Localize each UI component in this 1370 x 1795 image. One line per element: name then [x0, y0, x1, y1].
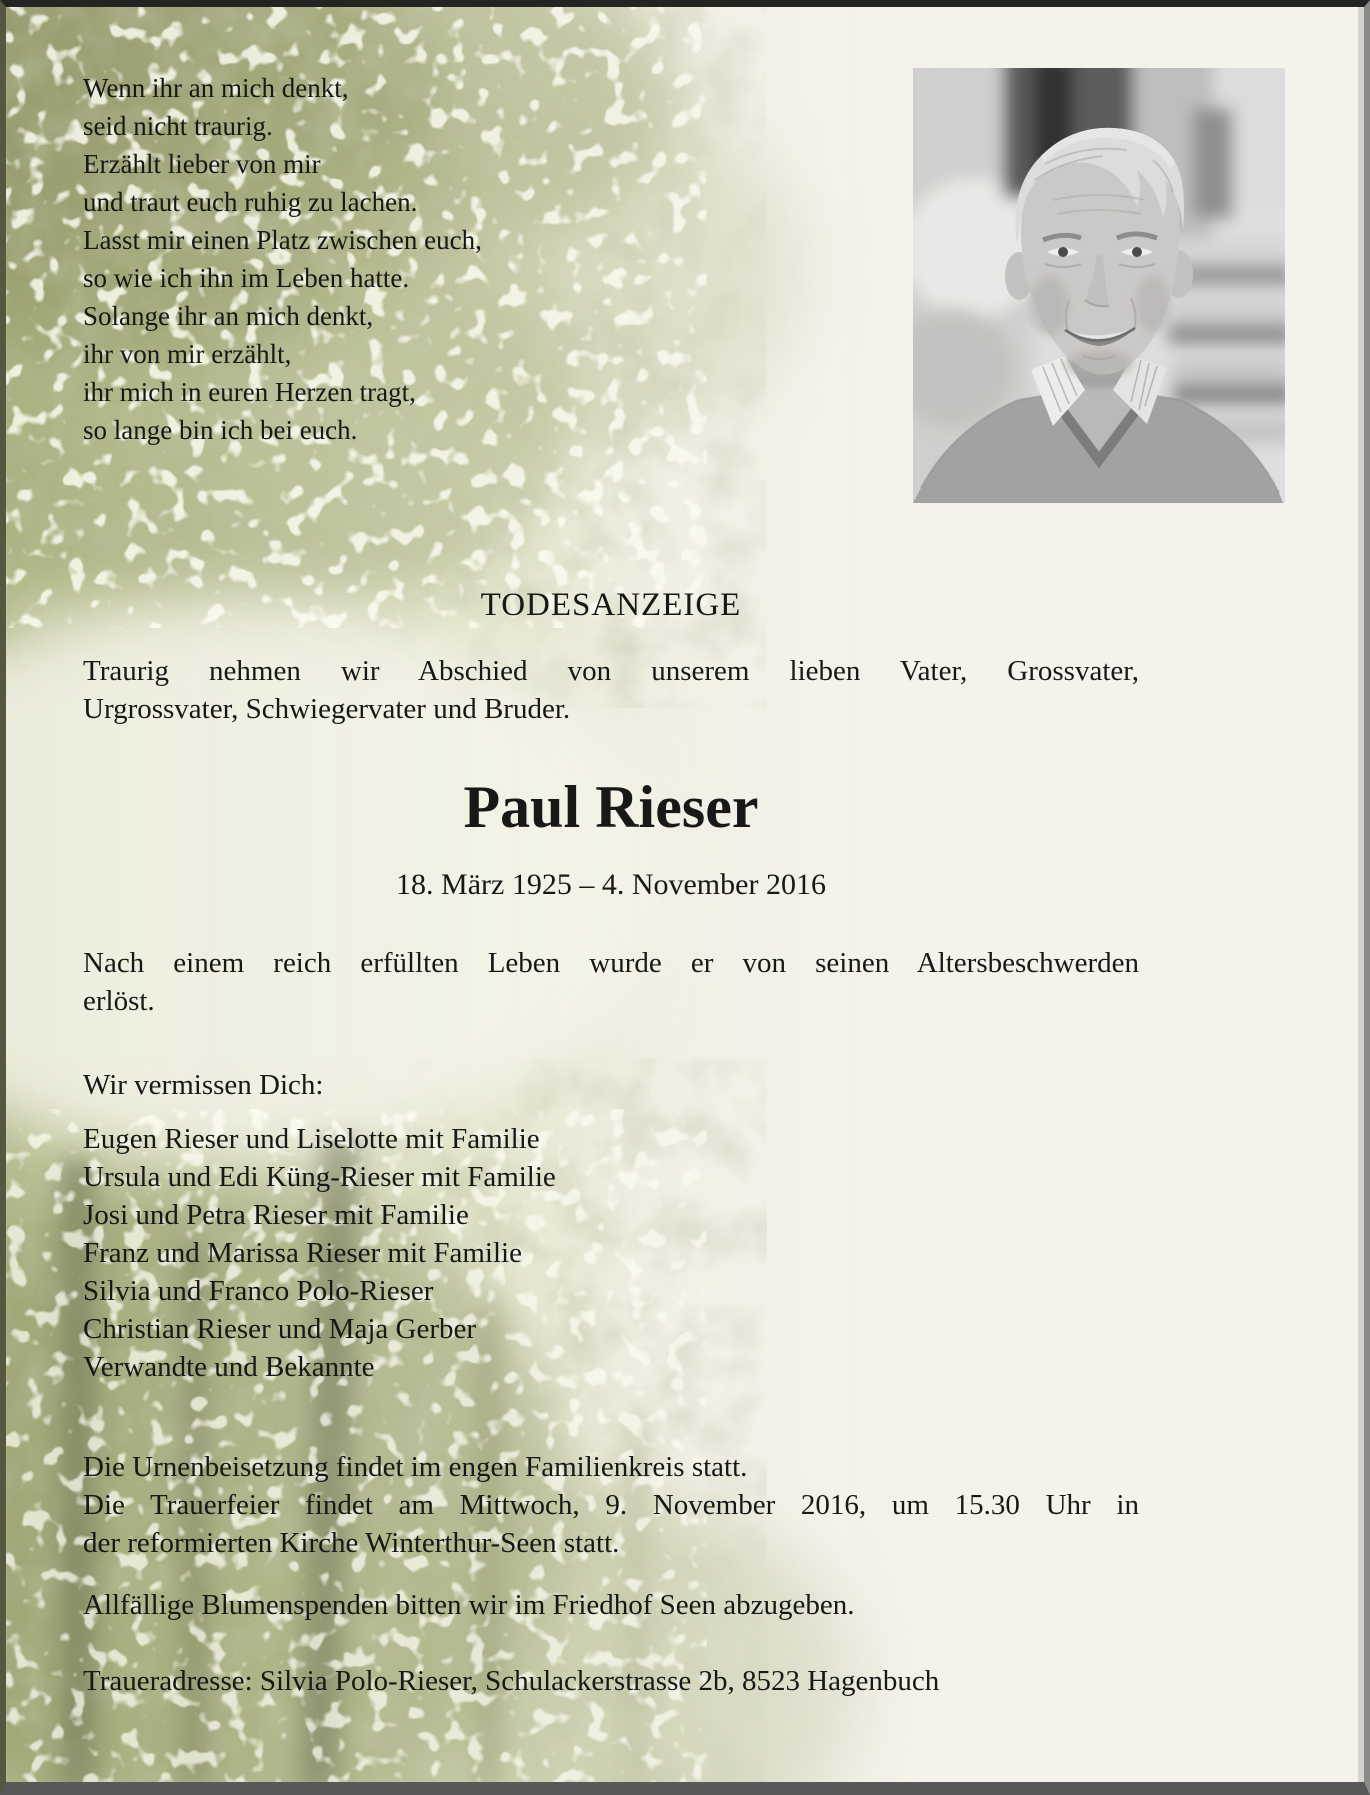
memorial-poem: [83, 69, 723, 449]
family-member: Eugen Rieser und Liselotte mit Familie: [83, 1123, 540, 1155]
family-member: Josi und Petra Rieser mit Familie: [83, 1199, 469, 1231]
poem-line: ihr mich in euren Herzen tragt,: [83, 377, 416, 407]
release-text: [83, 944, 1139, 1020]
family-member: Franz und Marissa Rieser mit Familie: [83, 1237, 522, 1269]
poem-line: Erzählt lieber von mir: [83, 149, 321, 179]
poem-line: Lasst mir einen Platz zwischen euch,: [83, 225, 482, 255]
release-line: Nach einem reich erfüllten Leben wurde er von seinen Altersbeschwerden: [83, 947, 1139, 979]
family-member: Christian Rieser und Maja Gerber: [83, 1313, 477, 1345]
flowers-info: Allfällige Blumenspenden bitten wir im Friedhof Seen abzugeben.: [83, 1589, 855, 1621]
poem-line: so lange bin ich bei euch.: [83, 415, 358, 445]
service-line: Die Trauerfeier findet am Mittwoch, 9. November 2016, um 15.30 Uhr in: [83, 1489, 1139, 1521]
poem-line: ihr von mir erzählt,: [83, 339, 292, 369]
announcement-heading: TODESANZEIGE: [480, 587, 742, 623]
intro-line: Urgrossvater, Schwiegervater und Bruder.: [83, 693, 571, 725]
poem-line: und traut euch ruhig zu lachen.: [83, 187, 418, 217]
family-member: Silvia und Franco Polo-Rieser: [83, 1275, 434, 1307]
family-member: Ursula und Edi Küng-Rieser mit Familie: [83, 1161, 556, 1193]
poem-line: Solange ihr an mich denkt,: [83, 301, 374, 331]
mourning-lead: Wir vermissen Dich:: [83, 1069, 324, 1101]
release-line: erlöst.: [83, 985, 155, 1017]
mourning-address: Traueradresse: Silvia Polo-Rieser, Schulackerstrasse 2b, 8523 Hagenbuch: [83, 1665, 940, 1697]
poem-line: so wie ich ihn im Leben hatte.: [83, 263, 410, 293]
intro-line: Traurig nehmen wir Abschied von unserem lieben Vater, Grossvater,: [83, 655, 1139, 687]
intro-text: [83, 652, 1139, 728]
family-member: Verwandte und Bekannte: [83, 1351, 375, 1383]
life-dates: 18. März 1925 – 4. November 2016: [396, 868, 826, 901]
poem-line: Wenn ihr an mich denkt,: [83, 73, 349, 103]
burial-info: Die Urnenbeisetzung findet im engen Familienkreis statt.: [83, 1451, 748, 1483]
family-list: [83, 1120, 1139, 1386]
service-line: der reformierten Kirche Winterthur-Seen statt.: [83, 1527, 620, 1559]
deceased-name: Paul Rieser: [463, 774, 759, 840]
service-info: [83, 1486, 1139, 1562]
poem-line: seid nicht traurig.: [83, 111, 273, 141]
